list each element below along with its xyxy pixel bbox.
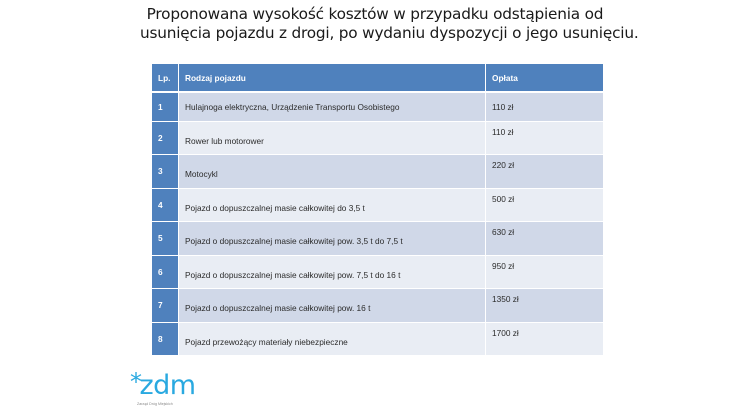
- vehicle-type-cell: [179, 222, 486, 256]
- table-row: [152, 92, 604, 121]
- vehicle-type-cell: [179, 322, 486, 356]
- vehicle-type-cell: [179, 188, 486, 222]
- vehicle-type-cell: [179, 92, 486, 121]
- row-number: 7: [152, 289, 179, 323]
- logo-mark: [130, 368, 196, 401]
- fees-table: [151, 63, 604, 356]
- column-header-vehicle-type: Rodzaj pojazdu: [179, 64, 486, 93]
- table-row: [152, 255, 604, 289]
- fee-cell: 110 zł: [486, 121, 604, 155]
- fee-cell: 630 zł: [486, 222, 604, 256]
- row-number: 8: [152, 322, 179, 356]
- vehicle-type: Pojazd przewożący materiały niebezpieczne: [185, 336, 348, 347]
- table-header-row: [152, 64, 604, 93]
- fee-cell: 110 zł: [486, 92, 604, 121]
- table-row: [152, 155, 604, 189]
- row-number: 3: [152, 155, 179, 189]
- vehicle-type-cell: [179, 289, 486, 323]
- fee-cell: 500 zł: [486, 188, 604, 222]
- logo-subtitle: Zarząd Dróg Miejskich: [137, 402, 173, 406]
- fee-cell: 1700 zł: [486, 322, 604, 356]
- table-row: [152, 322, 604, 356]
- table-row: [152, 121, 604, 155]
- row-number: 5: [152, 222, 179, 256]
- fee-cell: 220 zł: [486, 155, 604, 189]
- vehicle-type: Pojazd o dopuszczalnej masie całkowitej pow. 16 t: [185, 303, 371, 314]
- slide-title: [140, 5, 639, 43]
- vehicle-type: Pojazd o dopuszczalnej masie całkowitej do 3,5 t: [185, 202, 365, 213]
- vehicle-type-cell: [179, 121, 486, 155]
- column-header-fee: Opłata: [486, 64, 604, 93]
- vehicle-type: Hulajnoga elektryczna, Urządzenie Transportu Osobistego: [185, 101, 400, 112]
- zdm-logo: [130, 368, 196, 406]
- table-row: [152, 222, 604, 256]
- vehicle-type: Pojazd o dopuszczalnej masie całkowitej pow. 7,5 t do 16 t: [185, 269, 401, 280]
- column-header-lp: Lp.: [152, 64, 179, 93]
- row-number: 4: [152, 188, 179, 222]
- row-number: 2: [152, 121, 179, 155]
- table-row: [152, 188, 604, 222]
- slide-title-line-1: Proponowana wysokość kosztów w przypadku odstąpienia od: [146, 5, 604, 23]
- vehicle-type: Rower lub motorower: [185, 135, 264, 146]
- slide-title-line-2: usunięcia pojazdu z drogi, po wydaniu dyspozycji o jego usunięciu.: [140, 24, 639, 42]
- row-number: 6: [152, 255, 179, 289]
- vehicle-type: Pojazd o dopuszczalnej masie całkowitej pow. 3,5 t do 7,5 t: [185, 236, 403, 247]
- fee-cell: 950 zł: [486, 255, 604, 289]
- row-number: 1: [152, 92, 179, 121]
- fee-cell: 1350 zł: [486, 289, 604, 323]
- asterisk-icon: *: [130, 368, 142, 396]
- table-row: [152, 289, 604, 323]
- logo-text: zdm: [139, 370, 196, 401]
- vehicle-type-cell: [179, 155, 486, 189]
- vehicle-type: Motocykl: [185, 169, 218, 180]
- vehicle-type-cell: [179, 255, 486, 289]
